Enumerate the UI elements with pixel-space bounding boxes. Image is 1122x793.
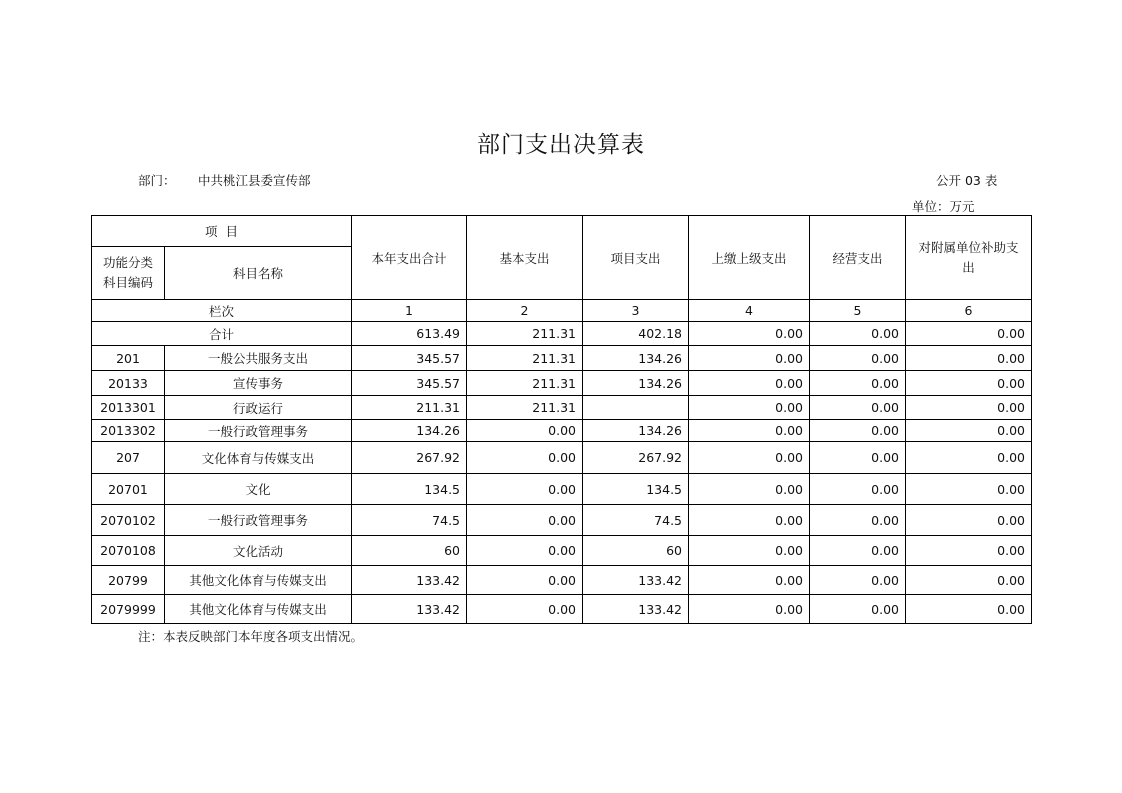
header-business: 经营支出 <box>810 216 906 300</box>
row-value: 0.00 <box>467 505 583 536</box>
row-value: 0.00 <box>810 474 906 505</box>
department-label: 部门： <box>138 173 176 188</box>
row-code: 20701 <box>92 474 165 505</box>
row-value: 0.00 <box>810 346 906 371</box>
row-value: 0.00 <box>906 536 1032 566</box>
row-value: 0.00 <box>467 474 583 505</box>
column-index-4: 4 <box>689 300 810 322</box>
form-number: 公开 03 表 <box>936 173 998 188</box>
row-value: 134.5 <box>583 474 689 505</box>
total-value: 0.00 <box>906 322 1032 346</box>
row-value: 0.00 <box>906 371 1032 396</box>
row-value: 134.26 <box>583 371 689 396</box>
row-value: 211.31 <box>467 346 583 371</box>
header-subsidy: 对附属单位补助支出 <box>906 216 1032 300</box>
row-value: 0.00 <box>810 420 906 442</box>
table-row <box>92 505 1032 536</box>
page-title: 部门支出决算表 <box>477 132 645 158</box>
column-index-5: 5 <box>810 300 906 322</box>
table-row <box>92 595 1032 624</box>
table-row <box>92 474 1032 505</box>
row-value: 133.42 <box>583 566 689 595</box>
row-value: 345.57 <box>352 371 467 396</box>
row-value: 0.00 <box>906 442 1032 474</box>
row-value: 0.00 <box>810 371 906 396</box>
row-value: 0.00 <box>689 474 810 505</box>
row-value: 0.00 <box>810 595 906 624</box>
row-value: 0.00 <box>689 566 810 595</box>
row-value: 133.42 <box>352 566 467 595</box>
row-value: 0.00 <box>906 396 1032 420</box>
row-value <box>583 396 689 420</box>
total-value: 0.00 <box>810 322 906 346</box>
row-value: 345.57 <box>352 346 467 371</box>
row-value: 211.31 <box>352 396 467 420</box>
column-index-1: 1 <box>352 300 467 322</box>
row-value: 133.42 <box>583 595 689 624</box>
total-label: 合计 <box>92 322 352 346</box>
table-row <box>92 420 1032 442</box>
header-total: 本年支出合计 <box>352 216 467 300</box>
unit-label: 单位：万元 <box>912 199 975 214</box>
footnote: 注：本表反映部门本年度各项支出情况。 <box>138 629 364 644</box>
row-value: 0.00 <box>689 505 810 536</box>
table-row <box>92 371 1032 396</box>
row-value: 0.00 <box>689 346 810 371</box>
column-index-6: 6 <box>906 300 1032 322</box>
row-value: 267.92 <box>583 442 689 474</box>
row-value: 0.00 <box>906 346 1032 371</box>
row-code: 2070108 <box>92 536 165 566</box>
row-name: 一般公共服务支出 <box>165 346 352 371</box>
row-code: 20133 <box>92 371 165 396</box>
row-name: 文化 <box>165 474 352 505</box>
row-value: 267.92 <box>352 442 467 474</box>
row-value: 0.00 <box>906 566 1032 595</box>
column-index-3: 3 <box>583 300 689 322</box>
row-value: 134.5 <box>352 474 467 505</box>
row-code: 2013302 <box>92 420 165 442</box>
department-name: 中共桃江县委宣传部 <box>198 173 311 188</box>
row-value: 0.00 <box>810 566 906 595</box>
row-value: 134.26 <box>583 420 689 442</box>
row-code: 2013301 <box>92 396 165 420</box>
row-value: 0.00 <box>810 536 906 566</box>
row-value: 0.00 <box>810 442 906 474</box>
header-upper: 上缴上级支出 <box>689 216 810 300</box>
row-value: 134.26 <box>583 346 689 371</box>
row-value: 133.42 <box>352 595 467 624</box>
row-value: 0.00 <box>906 474 1032 505</box>
row-value: 0.00 <box>467 566 583 595</box>
row-value: 0.00 <box>906 595 1032 624</box>
row-name: 行政运行 <box>165 396 352 420</box>
total-value: 211.31 <box>467 322 583 346</box>
table-row <box>92 536 1032 566</box>
row-value: 0.00 <box>906 420 1032 442</box>
row-value: 211.31 <box>467 371 583 396</box>
row-value: 0.00 <box>906 505 1032 536</box>
row-value: 0.00 <box>467 595 583 624</box>
row-value: 60 <box>352 536 467 566</box>
table-row <box>92 442 1032 474</box>
column-index-2: 2 <box>467 300 583 322</box>
header-func-code: 功能分类科目编码 <box>92 247 165 300</box>
row-value: 0.00 <box>689 442 810 474</box>
total-value: 0.00 <box>689 322 810 346</box>
total-row <box>92 322 1032 346</box>
row-value: 0.00 <box>467 442 583 474</box>
table-row <box>92 566 1032 595</box>
row-code: 20799 <box>92 566 165 595</box>
row-value: 74.5 <box>583 505 689 536</box>
row-name: 一般行政管理事务 <box>165 505 352 536</box>
row-value: 0.00 <box>689 536 810 566</box>
row-value: 0.00 <box>689 420 810 442</box>
row-name: 文化体育与传媒支出 <box>165 442 352 474</box>
table-row <box>92 396 1032 420</box>
total-value: 613.49 <box>352 322 467 346</box>
row-name: 文化活动 <box>165 536 352 566</box>
row-name: 其他文化体育与传媒支出 <box>165 595 352 624</box>
row-code: 207 <box>92 442 165 474</box>
header-subject-name: 科目名称 <box>165 247 352 300</box>
header-basic: 基本支出 <box>467 216 583 300</box>
row-name: 一般行政管理事务 <box>165 420 352 442</box>
row-name: 宣传事务 <box>165 371 352 396</box>
row-value: 0.00 <box>810 505 906 536</box>
expenditure-table <box>91 215 1032 624</box>
row-value: 0.00 <box>689 371 810 396</box>
header-project: 项目支出 <box>583 216 689 300</box>
header-item: 项 目 <box>92 216 352 247</box>
row-code: 2079999 <box>92 595 165 624</box>
row-code: 2070102 <box>92 505 165 536</box>
row-value: 0.00 <box>810 396 906 420</box>
row-value: 211.31 <box>467 396 583 420</box>
total-value: 402.18 <box>583 322 689 346</box>
row-value: 0.00 <box>467 420 583 442</box>
row-value: 0.00 <box>689 396 810 420</box>
row-code: 201 <box>92 346 165 371</box>
row-value: 60 <box>583 536 689 566</box>
row-value: 0.00 <box>467 536 583 566</box>
row-name: 其他文化体育与传媒支出 <box>165 566 352 595</box>
row-value: 0.00 <box>689 595 810 624</box>
column-index-label: 栏次 <box>92 300 352 322</box>
row-value: 134.26 <box>352 420 467 442</box>
table-row <box>92 346 1032 371</box>
row-value: 74.5 <box>352 505 467 536</box>
